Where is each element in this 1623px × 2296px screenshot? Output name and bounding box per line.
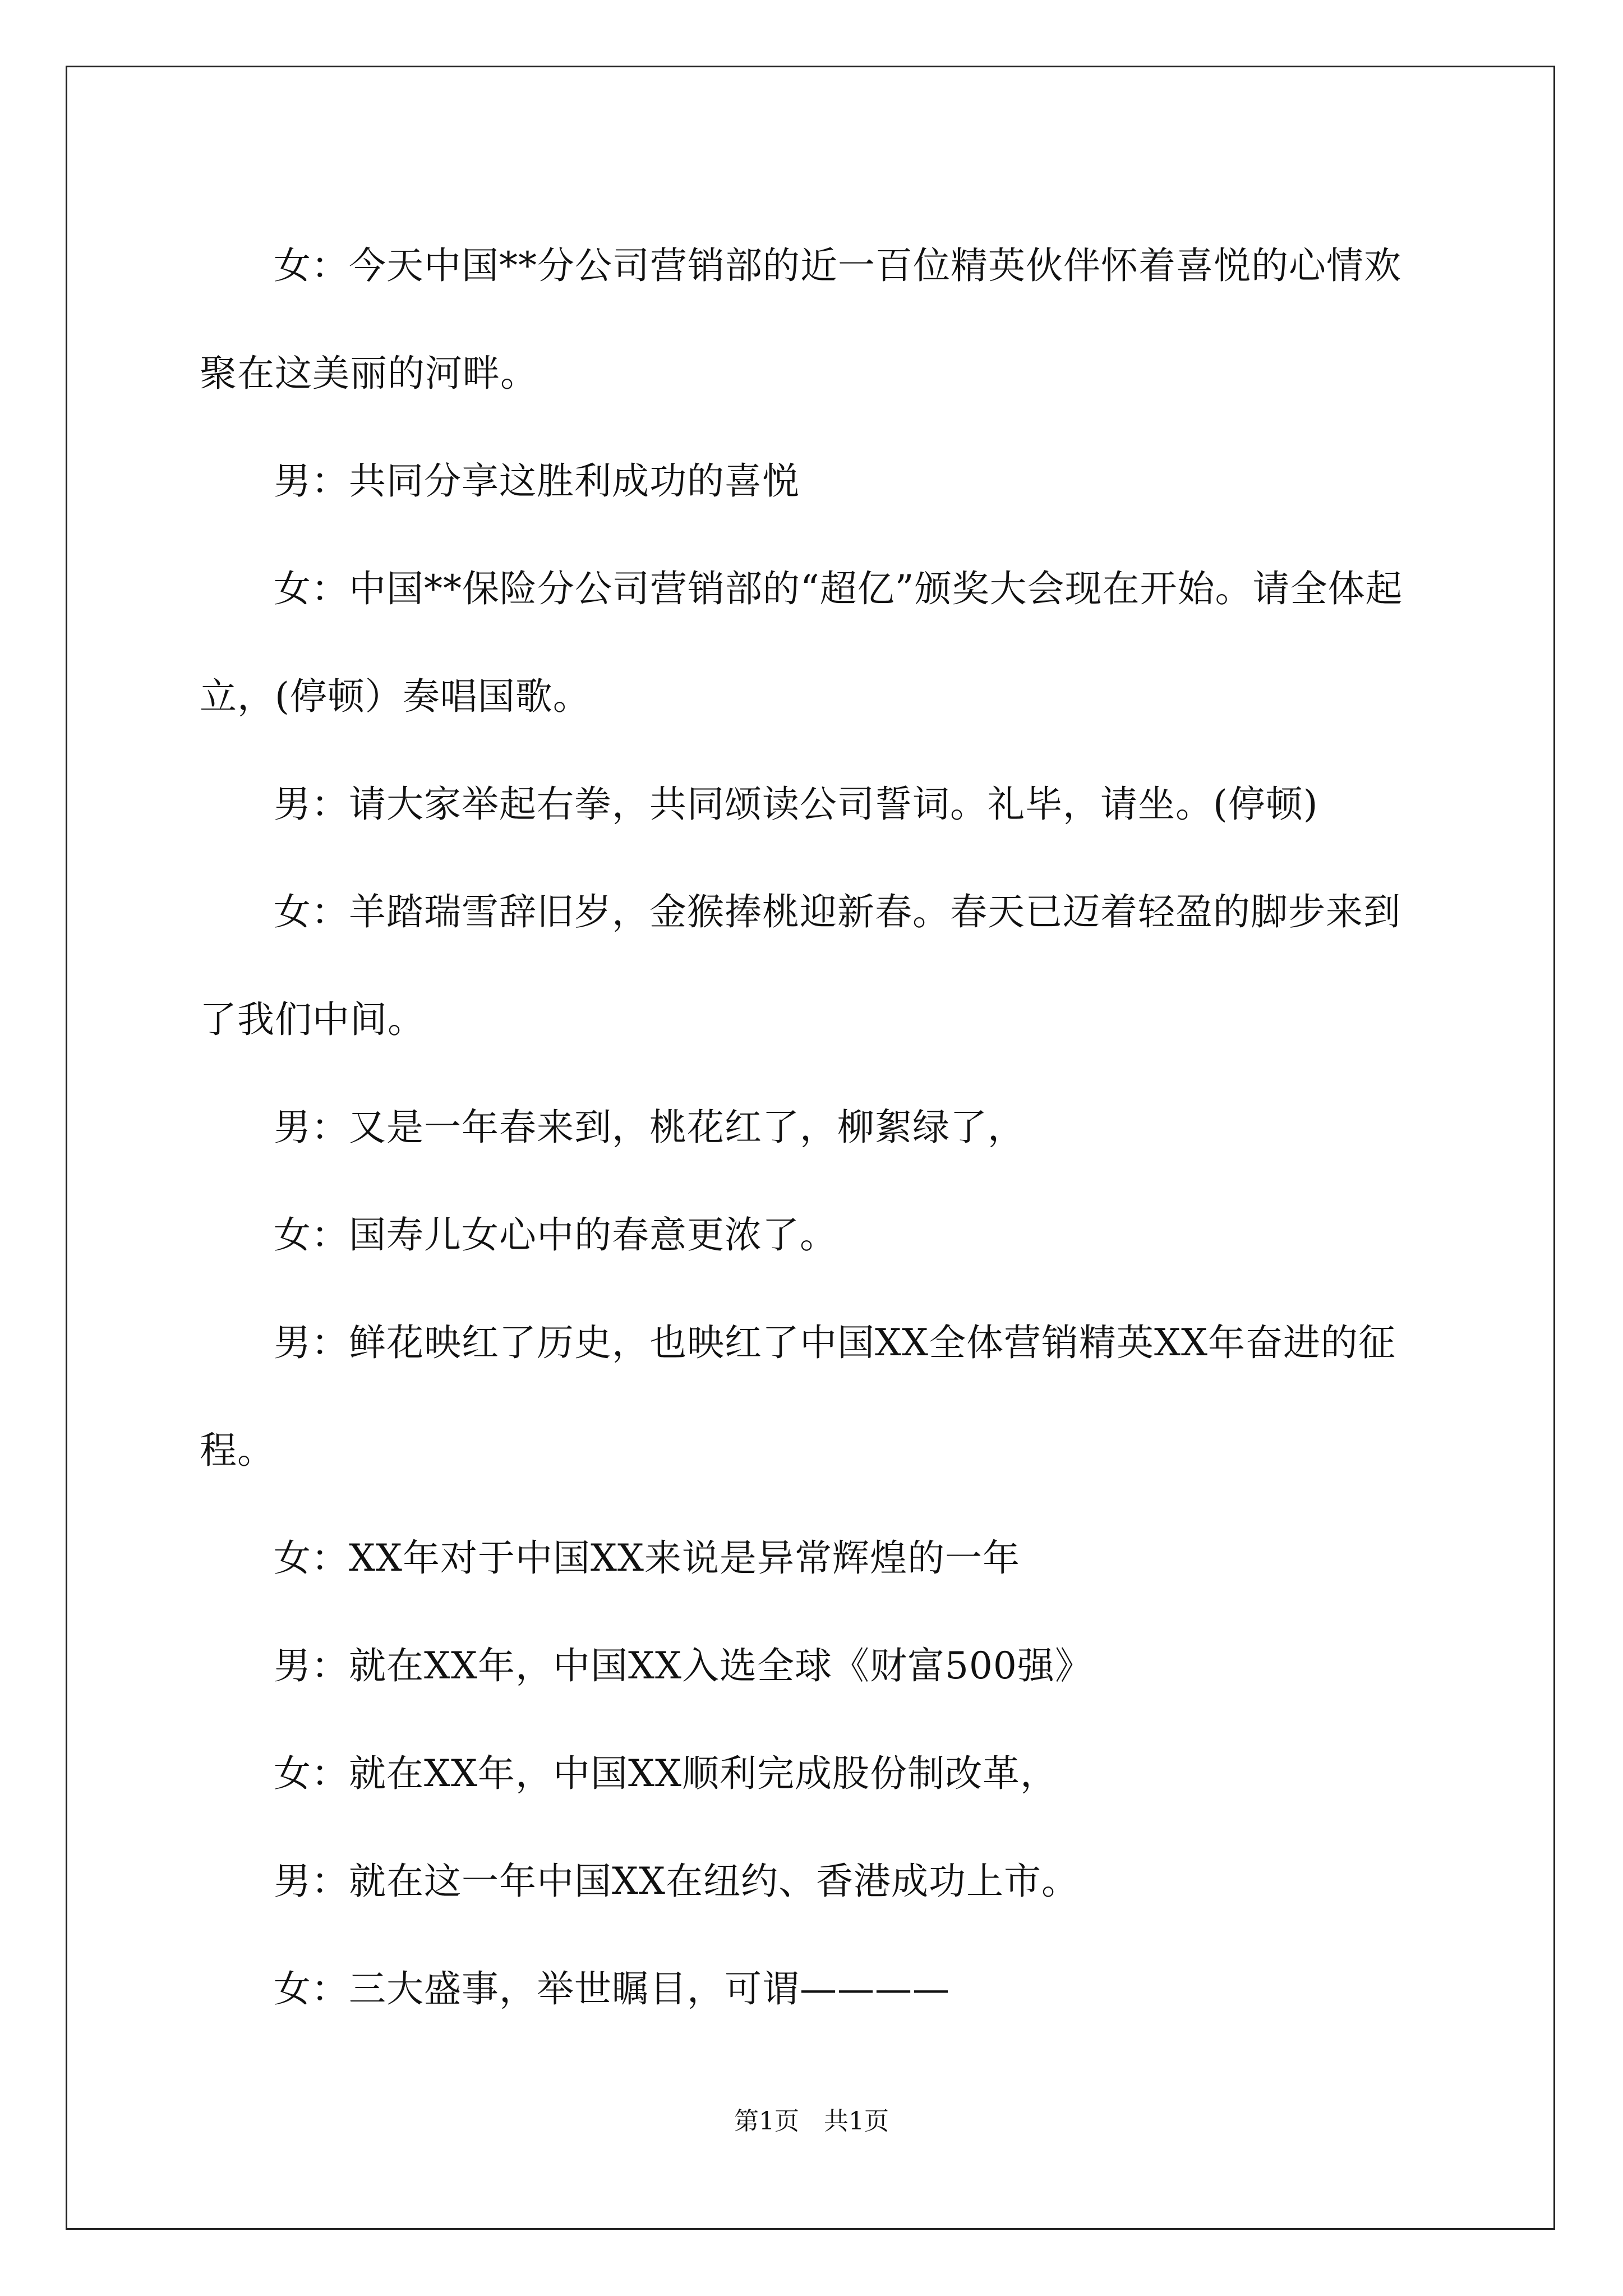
dialogue-paragraph: 女：就在XX年，中国XX顺利完成股份制改革， [274, 1752, 1058, 1795]
dialogue-paragraph: 女：国寿儿女心中的春意更浓了。 [274, 1213, 837, 1257]
dialogue-paragraph: 女：三大盛事，举世瞩目，可谓———— [274, 1967, 950, 2010]
document-body [200, 212, 1422, 2043]
dialogue-paragraph: 男：又是一年春来到，桃花红了，柳絮绿了， [274, 1106, 1025, 1149]
dialogue-paragraph: 男：鲜花映红了历史，也映红了中国XX全体营销精英XX年奋进的征程。 [200, 1321, 1396, 1472]
dialogue-paragraph: 女：中国**保险分公司营销部的“超亿”颁奖大会现在开始。请全体起立，(停顿）奏唱国歌。 [200, 567, 1403, 718]
page-number-footer: 第1页 共1页 [734, 2107, 889, 2136]
dialogue-paragraph: 男：请大家举起右拳，共同颂读公司誓词。礼毕，请坐。(停顿) [274, 783, 1318, 826]
dialogue-paragraph: 女：羊踏瑞雪辞旧岁，金猴捧桃迎新春。春天已迈着轻盈的脚步来到了我们中间。 [200, 890, 1401, 1041]
dialogue-paragraph: 男：共同分享这胜利成功的喜悦 [274, 459, 800, 503]
dialogue-paragraph: 男：就在XX年，中国XX入选全球《财富500强》 [274, 1644, 1092, 1687]
dialogue-paragraph: 男：就在这一年中国XX在纽约、香港成功上市。 [274, 1860, 1079, 1903]
dialogue-paragraph: 女：今天中国**分公司营销部的近一百位精英伙伴怀着喜悦的心情欢聚在这美丽的河畔。 [200, 244, 1401, 395]
dialogue-paragraph: 女：XX年对于中国XX来说是异常辉煌的一年 [274, 1536, 1020, 1580]
